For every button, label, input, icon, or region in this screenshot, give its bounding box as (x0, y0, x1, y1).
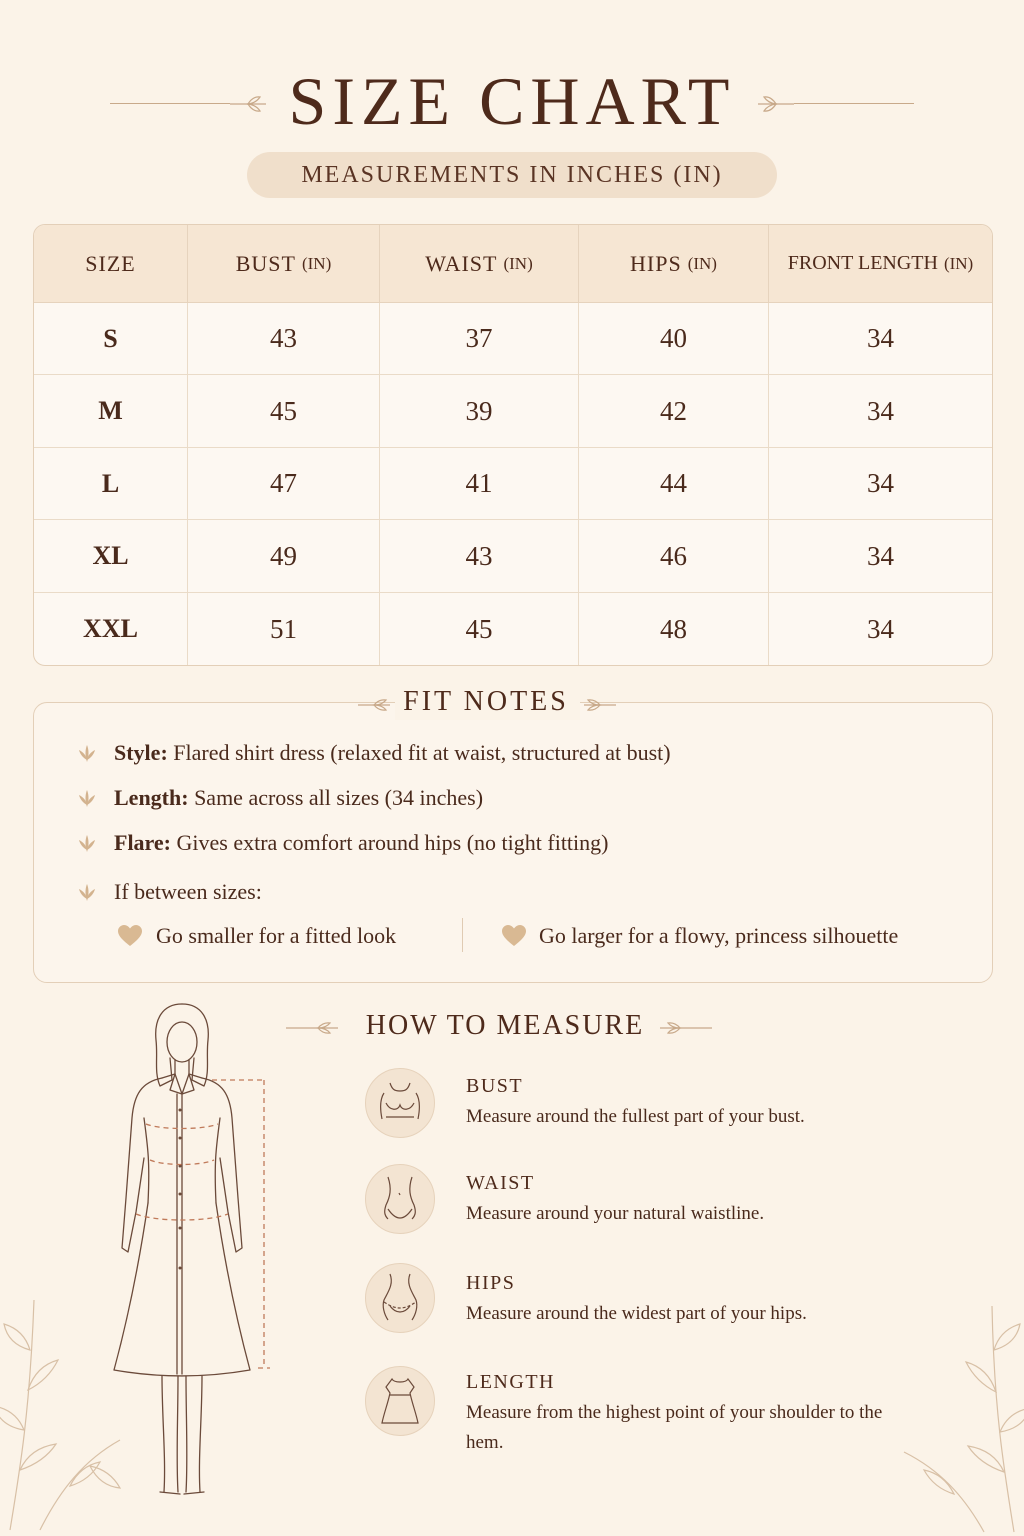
leaf-bullet-icon (76, 832, 98, 854)
measurement-cell: 34 (769, 520, 992, 593)
tip-larger: Go larger for a flowy, princess silhouette (539, 923, 899, 948)
measurement-cell: 39 (380, 375, 579, 448)
measurement-cell: 34 (867, 613, 894, 644)
measure-desc-hips: Measure around the widest part of your hips. (466, 1303, 807, 1324)
measurement-cell: 43 (380, 520, 579, 593)
how-to-measure-title: HOW TO MEASURE (365, 1010, 645, 1041)
column-unit: (IN) (301, 253, 332, 273)
heart-icon (117, 924, 143, 948)
fit-note-text: Same across all sizes (34 inches) (188, 785, 484, 810)
heart-icon (501, 924, 527, 948)
leaf-bullet-icon (76, 787, 98, 809)
leaf-bullet-icon (76, 742, 98, 764)
measurement-cell: 42 (579, 375, 769, 448)
fit-note-item (114, 879, 262, 905)
column-label: FRONT LENGTH (787, 252, 938, 274)
column-header-front-length (769, 225, 992, 303)
fit-note-text: If between sizes: (114, 879, 262, 904)
dress-icon (365, 1366, 435, 1436)
measurement-cell: 40 (579, 303, 769, 375)
fit-note-label: Flare: (114, 830, 172, 855)
measurement-cell: 47 (188, 448, 380, 520)
fit-note-label: Length: (114, 785, 189, 810)
size-table (33, 224, 993, 666)
measurement-cell: 34 (769, 375, 992, 448)
botanical-left-icon (0, 1290, 130, 1536)
fit-note-item (114, 785, 483, 811)
measurement-cell: 45 (380, 593, 579, 665)
size-cell: M (34, 375, 188, 448)
column-header-hips (579, 225, 769, 303)
measurement-cell: 51 (188, 593, 380, 665)
fit-notes-title: FIT NOTES (403, 686, 569, 717)
measure-heading-waist: WAIST (466, 1172, 535, 1194)
measurement-cell: 44 (579, 448, 769, 520)
size-cell: XL (34, 520, 188, 593)
fit-note-item (114, 830, 608, 856)
column-label: SIZE (85, 250, 136, 276)
tip-smaller: Go smaller for a fitted look (156, 923, 397, 948)
tip-divider (462, 918, 463, 952)
units-subtitle: MEASUREMENTS IN INCHES (IN) (247, 152, 777, 198)
fit-note-item (114, 740, 671, 766)
column-header-waist (380, 225, 579, 303)
measure-desc-length: Measure from the highest point of your shoulder to the hem. (466, 1402, 883, 1453)
column-label: WAIST (425, 250, 498, 276)
fit-ornament-right-icon (582, 696, 618, 714)
column-header-bust (188, 225, 380, 303)
column-label: HIPS (630, 250, 682, 276)
fit-note-label: Style: (114, 740, 168, 765)
measure-ornament-left-icon (284, 1018, 340, 1038)
hips-icon (365, 1263, 435, 1333)
size-cell: L (34, 448, 188, 520)
measure-desc-bust: Measure around the fullest part of your bust. (466, 1106, 805, 1127)
measurement-cell: 48 (579, 593, 769, 665)
measurement-cell: 46 (579, 520, 769, 593)
column-label: BUST (235, 250, 296, 276)
measurement-cell: 43 (188, 303, 380, 375)
column-header-size (34, 225, 188, 303)
measure-heading-hips: HIPS (466, 1272, 516, 1294)
measurement-cell: 41 (380, 448, 579, 520)
fit-note-text: Flared shirt dress (relaxed fit at waist, structured at bust) (167, 740, 671, 765)
leaf-bullet-icon (76, 881, 98, 903)
ornament-right-icon (756, 92, 796, 116)
measure-desc-waist: Measure around your natural waistline. (466, 1203, 765, 1224)
bust-icon (365, 1068, 435, 1138)
botanical-right-icon (894, 1300, 1024, 1536)
size-cell: S (34, 303, 188, 375)
page-title: SIZE CHART (288, 63, 736, 139)
measure-ornament-right-icon (658, 1018, 714, 1038)
column-unit: (IN) (687, 253, 717, 273)
title-rule-right (794, 103, 914, 104)
measurement-cell: 37 (380, 303, 579, 375)
column-unit: (IN) (503, 253, 533, 273)
waist-icon (365, 1164, 435, 1234)
measure-heading-length: LENGTH (466, 1371, 555, 1393)
measurement-cell: 49 (188, 520, 380, 593)
fit-note-text: Gives extra comfort around hips (no tight fitting) (171, 830, 609, 855)
size-cell: XXL (34, 593, 188, 665)
column-unit: (IN) (943, 253, 974, 273)
measurement-cell: 34 (769, 448, 992, 520)
measurement-cell: 45 (188, 375, 380, 448)
measurement-cell: 34 (769, 303, 992, 375)
measure-heading-bust: BUST (466, 1075, 524, 1097)
